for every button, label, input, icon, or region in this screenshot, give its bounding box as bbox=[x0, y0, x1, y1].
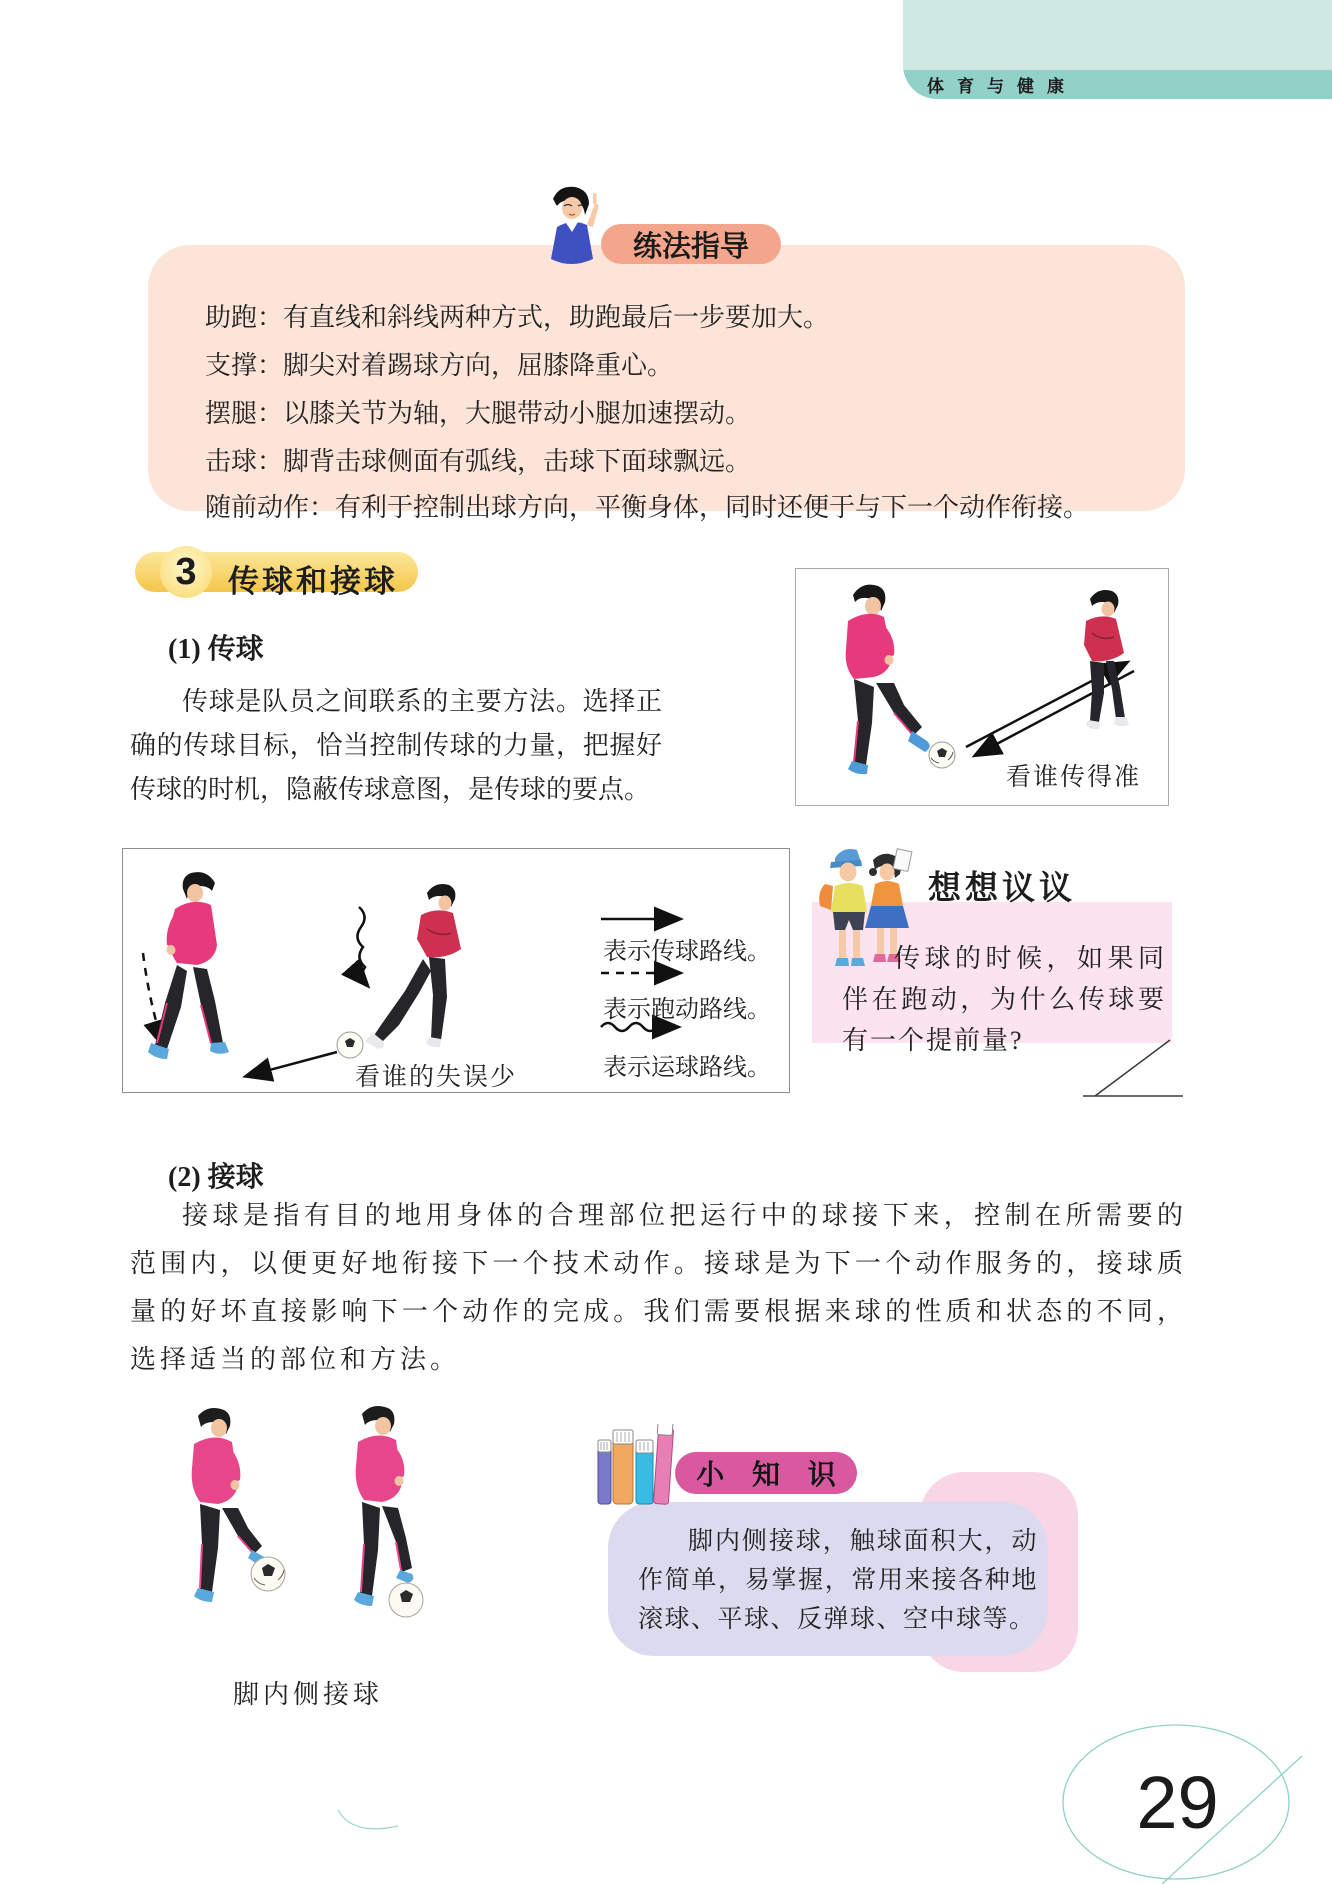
player-dribbling-illustration bbox=[365, 884, 461, 1049]
header-title: 体育与健康 bbox=[927, 77, 1077, 96]
player-walking-illustration bbox=[148, 872, 229, 1059]
guide-line: 摆腿：以膝关节为轴，大腿带动小腿加速摆动。 bbox=[205, 399, 752, 428]
think-discuss-text: 传球的时候，如果同伴在跑动，为什么传球要有一个提前量? bbox=[842, 944, 1166, 1055]
guide-line: 随前动作：有利于控制出球方向，平衡身体，同时还便于与下一个动作衔接。 bbox=[205, 493, 1090, 522]
pass-arrow-down bbox=[976, 671, 1134, 755]
passing-figure-box bbox=[795, 568, 1169, 806]
drill-figure-box bbox=[122, 848, 790, 1093]
player-passer-illustration bbox=[846, 585, 930, 774]
subsection-1-heading: (1) 传球 bbox=[168, 634, 264, 665]
legend-wavy-arrow bbox=[601, 1023, 677, 1031]
guide-line: 支撑：脚尖对着踢球方向，屈膝降重心。 bbox=[205, 351, 674, 380]
think-discuss-title: 想想议议 bbox=[928, 869, 1076, 906]
corner-line-decoration bbox=[1078, 1034, 1188, 1100]
header-top-block bbox=[903, 0, 1332, 70]
legend-label-dribble: 表示运球路线。 bbox=[603, 1055, 771, 1081]
header-band bbox=[903, 70, 1332, 99]
pass-route-arrow bbox=[247, 1052, 337, 1076]
tip-title: 小 知 识 bbox=[696, 1459, 846, 1490]
section-title: 传球和接球 bbox=[228, 564, 398, 599]
dribble-route-arrow bbox=[357, 907, 367, 985]
inside-foot-receive-illustration bbox=[150, 1402, 522, 1668]
subsection-2-heading: (2) 接球 bbox=[168, 1162, 264, 1193]
passing-figure-caption: 看谁传得准 bbox=[1006, 764, 1142, 791]
guide-line: 击球：脚背击球侧面有弧线，击球下面球飘远。 bbox=[205, 447, 752, 476]
guide-line: 助跑：有直线和斜线两种方式，助跑最后一步要加大。 bbox=[205, 303, 830, 332]
practice-guide-title: 练法指导 bbox=[632, 230, 749, 263]
tip-title-pill bbox=[675, 1452, 857, 1494]
pointing-boy-illustration bbox=[533, 183, 611, 283]
soccer-ball-icon bbox=[929, 742, 955, 768]
soccer-ball-icon bbox=[337, 1032, 363, 1058]
drill-figure-caption: 看谁的失误少 bbox=[355, 1064, 518, 1091]
player-receiver-illustration bbox=[1084, 590, 1129, 729]
teal-arc-decoration bbox=[330, 1798, 406, 1842]
page-number: 29 bbox=[1136, 1761, 1219, 1844]
receive-figure-caption: 脚内侧接球 bbox=[233, 1680, 384, 1709]
receiving-paragraph: 接球是指有目的地用身体的合理部位把运行中的球接下来，控制在所需要的范围内，以便更好地衔接下一个技术动作。接球是为下一个动作服务的，接球质量的好坏直接影响下一个动作的完成。我们需要根据来球的性质和状态的不同，选择适当的部位和方法。 bbox=[130, 1201, 1187, 1374]
legend-label-run: 表示跑动路线。 bbox=[603, 997, 771, 1023]
practice-guide-title-pill bbox=[601, 224, 781, 264]
legend-label-pass: 表示传球路线。 bbox=[603, 939, 771, 965]
receiving-player-2 bbox=[354, 1406, 423, 1617]
page-header bbox=[903, 0, 1332, 99]
receiving-player-1 bbox=[192, 1408, 285, 1602]
tip-text: 脚内侧接球，触球面积大，动作简单，易掌握，常用来接各种地滚球、平球、反弹球、空中球等。 bbox=[638, 1528, 1038, 1633]
passing-paragraph: 传球是队员之间联系的主要方法。选择正确的传球目标，恰当控制传球的力量，把握好传球的时机，隐蔽传球意图，是传球的要点。 bbox=[130, 687, 662, 804]
section-number-badge: 3 bbox=[160, 546, 212, 598]
